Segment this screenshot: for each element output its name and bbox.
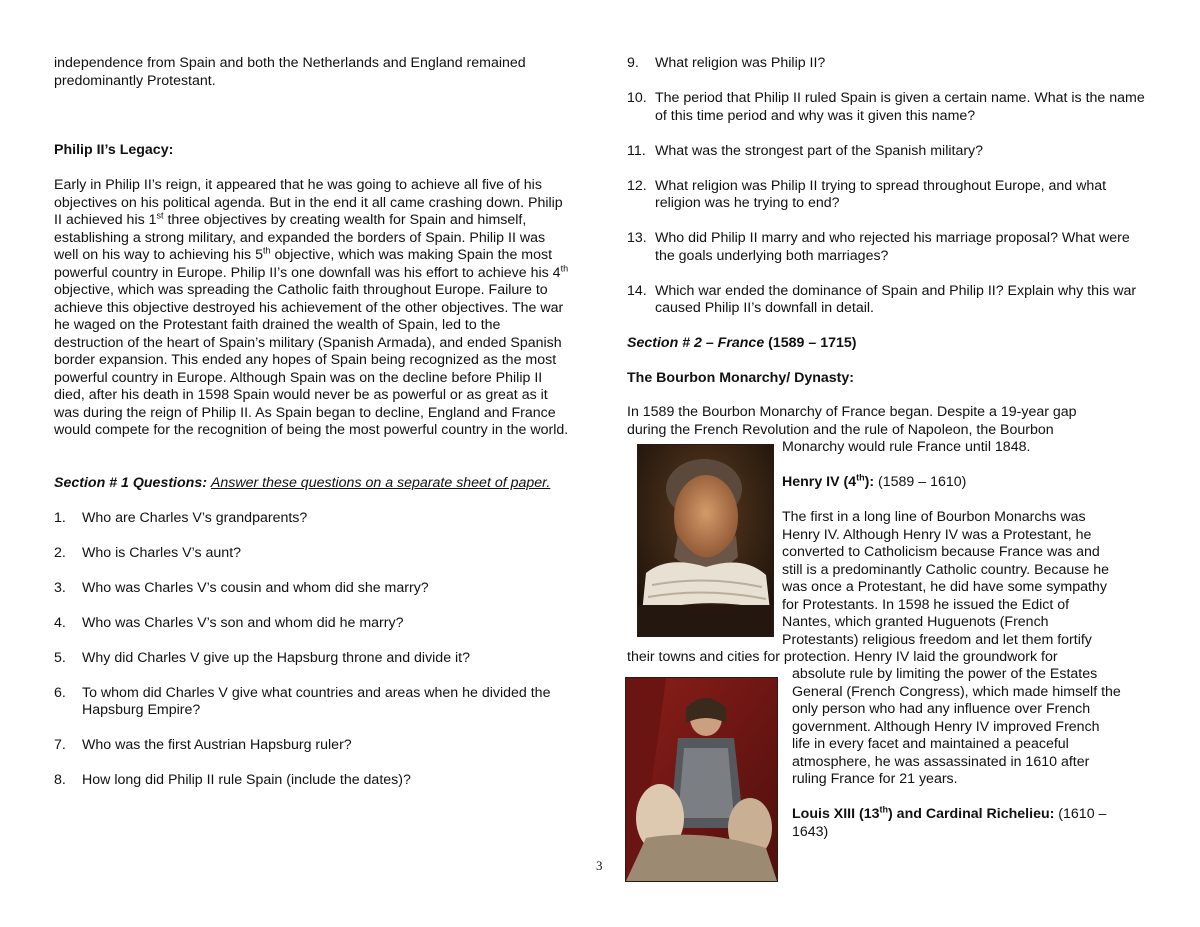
henry-text-line: atmosphere, he was assassinated in 1610 after [792, 753, 1090, 770]
list-item: 8. How long did Philip II rule Spain (include the dates)? [54, 772, 411, 788]
list-item: 11. What was the strongest part of the Spanish military? [627, 142, 984, 159]
henry-iv-block-continued [792, 666, 1152, 841]
bourbon-line: Monarchy would rule France until 1848. [782, 439, 1031, 455]
bourbon-line: during the French Revolution and the rule of Napoleon, the Bourbon [627, 421, 1054, 438]
henry-iv-heading: Henry IV (4th): (1589 – 1610) [782, 472, 967, 490]
louis-xiii-heading: Louis XIII (13th) and Cardinal Richelieu: (1610 – [792, 804, 1107, 822]
louis-xiii-dates: 1643) [792, 823, 829, 840]
list-item: 5. Why did Charles V give up the Hapsburg throne and divide it? [54, 649, 471, 666]
list-item: 4. Who was Charles V’s son and whom did he marry? [54, 614, 404, 631]
section1-questions-header: Section # 1 Questions: Answer these questions on a separate sheet of paper. [54, 474, 551, 491]
henry-text-line: was once a Protestant, he did have some sympathy [782, 579, 1107, 595]
henry-text-line: Henry IV. Although Henry IV was a Protestant, he [782, 526, 1092, 543]
henry-text-line: government. Although Henry IV improved French [792, 718, 1100, 735]
henry-text-line: General (French Congress), which made himself the [792, 683, 1121, 700]
list-item: 9. What religion was Philip II? [627, 55, 826, 71]
henry-text-line: still is a predominantly Catholic country. Because he [782, 561, 1109, 578]
list-item: 7. Who was the first Austrian Hapsburg ruler? [54, 737, 352, 753]
henry-text-line: The first in a long line of Bourbon Monarchs was [782, 509, 1086, 525]
list-item: 12. What religion was Philip II trying to spread throughout Europe, and what religion was he trying to end? [627, 177, 1107, 211]
henry-text-line: converted to Catholicism because France was and [782, 544, 1100, 560]
henry-text-line: absolute rule by limiting the power of the Estates [792, 666, 1098, 682]
section2-title: Section # 2 – France (1589 – 1715) [627, 335, 857, 351]
bourbon-heading: The Bourbon Monarchy/ Dynasty: [627, 370, 855, 386]
intro-continuation: independence from Spain and both the Netherlands and England remained predominantly Protestant. [54, 55, 526, 89]
list-item: 13. Who did Philip II marry and who rejected his marriage proposal? What were the goals underlying both marriages? [627, 230, 1130, 264]
henry-text-line: Protestants) religious freedom and let them fortify [782, 631, 1092, 648]
page-number: 3 [596, 858, 603, 873]
list-item: 1. Who are Charles V’s grandparents? [54, 509, 308, 526]
left-column [54, 55, 572, 807]
legacy-heading: Philip II’s Legacy: [54, 142, 174, 158]
list-item: 14. Which war ended the dominance of Spain and Philip II? Explain why this war caused Philip II’s downfall in detail. [627, 282, 1137, 316]
section1-question-list-continued [627, 55, 1149, 318]
list-item: 3. Who was Charles V’s cousin and whom did she marry? [54, 579, 429, 596]
henry-iv-block [782, 474, 1152, 649]
henry-text-line: only person who had any influence over French [792, 701, 1091, 717]
henry-text-line: ruling France for 21 years. [792, 771, 958, 787]
list-item: 10. The period that Philip II ruled Spain is given a certain name. What is the name of this time period and why was it given this name? [627, 90, 1145, 124]
right-column [627, 55, 1149, 335]
legacy-paragraph: Early in Philip II’s reign, it appeared that he was going to achieve all five of his objectives on his political agenda. But in the end it all came crashing down. Philip II achieved his 1st three objectives by creating wealth for Spain and himself, establishing a strong military, and expanded the borders of Spain. Philip II was well on his way to achieving his 5th objective, which was making Spain the most powerful country in Europe. Philip II’s one downfall was his effort to achieve his 4th objective, which was spreading the Catholic faith throughout Europe. Failure to achieve this objective destroyed his achievement of the other objectives. The war he waged on the Protestant faith drained the wealth of Spain, led to the destruction of the heart of Spain’s military (Spanish Armada), and ended Spanish border expansion. This ended any hopes of Spain being recognized as the most powerful country in Europe. Although Spain was on the decline before Philip II died, after his death in 1598 Spain would never be as powerful or as great as it was during the reign of Philip II. As Spain began to decline, England and France would compete for the recognition of being the most powerful country in the world. [54, 177, 569, 438]
list-item: 6. To whom did Charles V give what countries and areas when he divided the Hapsburg Empire? [54, 684, 551, 718]
henry-text-line: for Protestants. In 1598 he issued the Edict of [782, 596, 1070, 613]
henry-iv-portrait [637, 444, 774, 637]
henry-text-line: Nantes, which granted Huguenots (French [782, 614, 1049, 630]
louis-xiii-painting [625, 677, 778, 882]
henry-text-full-line: their towns and cities for protection. Henry IV laid the groundwork for [627, 649, 1058, 665]
list-item: 2. Who is Charles V’s aunt? [54, 544, 242, 561]
section1-question-list [54, 510, 572, 790]
henry-text-line: life in every facet and maintained a peaceful [792, 736, 1069, 752]
bourbon-line: In 1589 the Bourbon Monarchy of France began. Despite a 19-year gap [627, 404, 1077, 420]
